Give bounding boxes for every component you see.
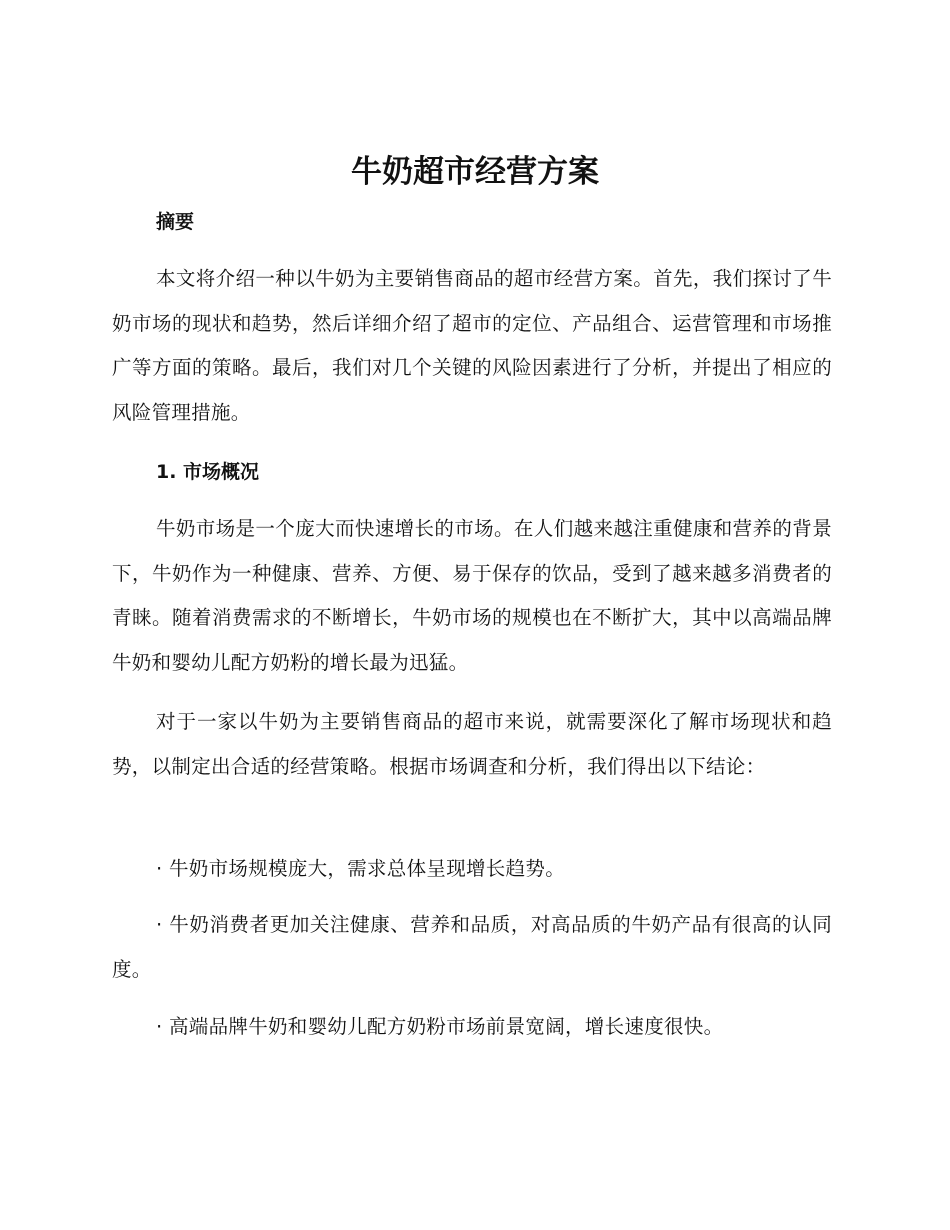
abstract-paragraph: 本文将介绍一种以牛奶为主要销售商品的超市经营方案。首先，我们探讨了牛奶市场的现状和趋势，然后详细介绍了超市的定位、产品组合、运营管理和市场推广等方面的策略。最后，我们对几个关键的风险因素进行了分析，并提出了相应的风险管理措施。 — [112, 267, 832, 424]
section-1-heading: 1. 市场概况 — [156, 461, 260, 483]
abstract-heading: 摘要 — [156, 211, 195, 233]
section-1-paragraph-2: 对于一家以牛奶为主要销售商品的超市来说，就需要深化了解市场现状和趋势，以制定出合适的经营策略。根据市场调查和分析，我们得出以下结论： — [112, 710, 832, 778]
conclusion-bullet-1: · 牛奶市场规模庞大，需求总体呈现增长趋势。 — [156, 857, 565, 880]
document-title: 牛奶超市经营方案 — [351, 154, 599, 190]
conclusion-bullet-3: · 高端品牌牛奶和婴幼儿配方奶粉市场前景宽阔，增长速度很快。 — [156, 1015, 724, 1038]
conclusion-bullet-2: · 牛奶消费者更加关注健康、营养和品质，对高品质的牛奶产品有很高的认同度。 — [112, 913, 832, 981]
section-1-paragraph-1: 牛奶市场是一个庞大而快速增长的市场。在人们越来越注重健康和营养的背景下，牛奶作为一种健康、营养、方便、易于保存的饮品，受到了越来越多消费者的青睐。随着消费需求的不断增长，牛奶市场的规模也在不断扩大，其中以高端品牌牛奶和婴幼儿配方奶粉的增长最为迅猛。 — [112, 517, 832, 674]
